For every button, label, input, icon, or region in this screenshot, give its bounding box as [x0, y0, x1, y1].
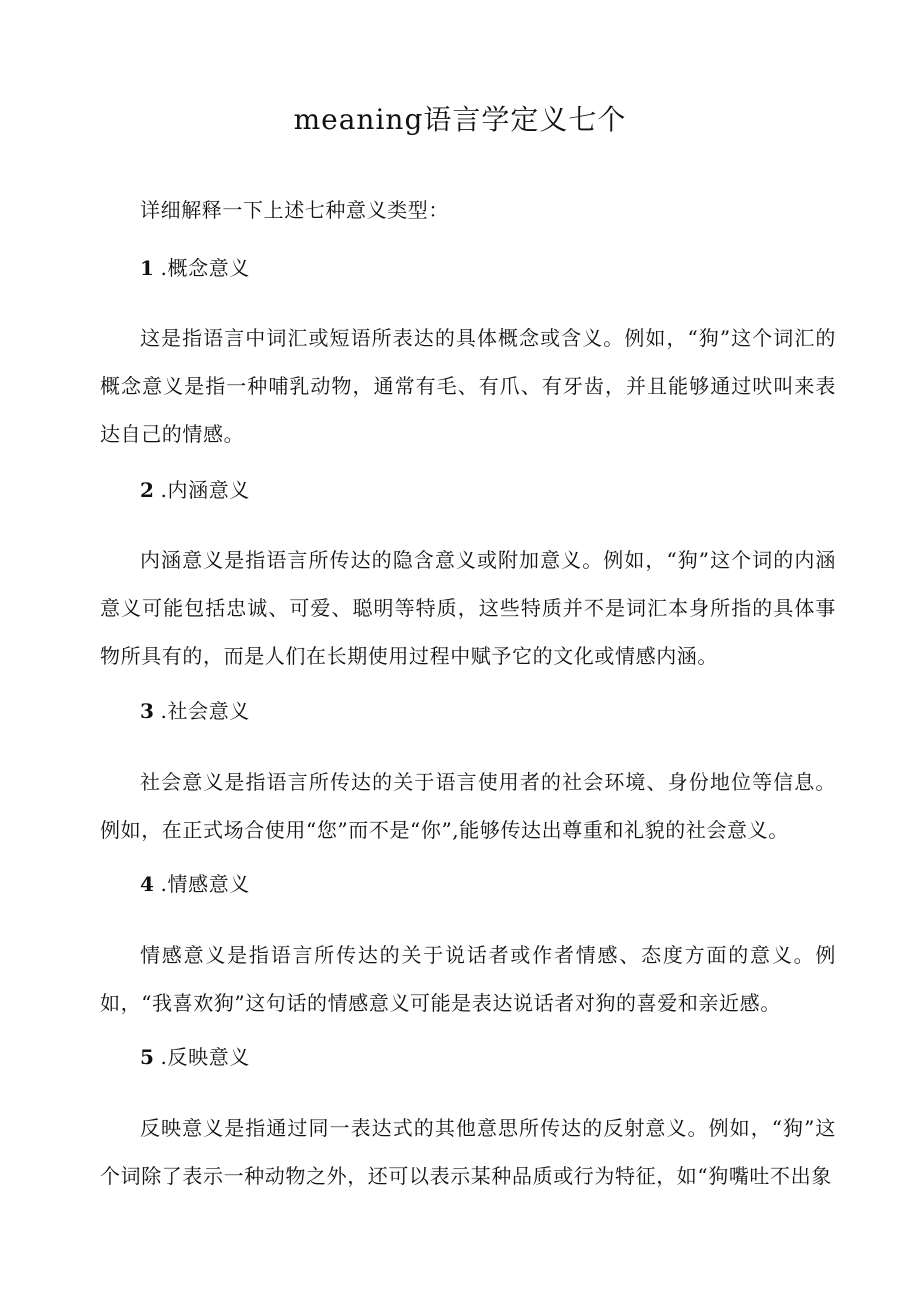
section-heading-text: .概念意义 — [160, 256, 250, 280]
section-body-4: 情感意义是指语言所传达的关于说话者或作者情感、态度方面的意义。例如，“我喜欢狗”这句话的情感意义可能是表达说话者对狗的喜爱和亲近感。 — [100, 943, 836, 1015]
section-number: 2 — [140, 478, 155, 502]
section-heading-text: .反映意义 — [160, 1045, 250, 1069]
section-heading-1 — [140, 244, 250, 292]
section-heading-5 — [140, 1033, 250, 1081]
section-number: 4 — [140, 872, 155, 896]
section-body-5: 反映意义是指通过同一表达式的其他意思所传达的反射意义。例如，“狗”这个词除了表示一种动物之外，还可以表示某种品质或行为特征，如“狗嘴吐不出象 — [100, 1116, 836, 1188]
intro-paragraph: 详细解释一下上述七种意义类型： — [140, 198, 449, 222]
section-body-2: 内涵意义是指语言所传达的隐含意义或附加意义。例如，“狗”这个词的内涵意义可能包括忠诚、可爱、聪明等特质，这些特质并不是词汇本身所指的具体事物所具有的，而是人们在长期使用过程中赋予它的文化或情感内涵。 — [100, 548, 836, 668]
section-heading-3 — [140, 687, 250, 735]
section-number: 1 — [140, 256, 155, 280]
document-title: meaning语言学定义七个 — [293, 103, 627, 136]
section-heading-2 — [140, 466, 250, 514]
section-heading-text: .内涵意义 — [160, 478, 250, 502]
section-number: 5 — [140, 1045, 155, 1069]
section-heading-4 — [140, 860, 250, 908]
section-heading-text: .情感意义 — [160, 872, 250, 896]
section-body-1: 这是指语言中词汇或短语所表达的具体概念或含义。例如，“狗”这个词汇的概念意义是指一种哺乳动物，通常有毛、有爪、有牙齿，并且能够通过吠叫来表达自己的情感。 — [100, 326, 836, 446]
section-body-3: 社会意义是指语言所传达的关于语言使用者的社会环境、身份地位等信息。例如，在正式场合使用“您”而不是“你”,能够传达出尊重和礼貌的社会意义。 — [100, 770, 836, 842]
section-heading-text: .社会意义 — [160, 699, 250, 723]
section-number: 3 — [140, 699, 155, 723]
